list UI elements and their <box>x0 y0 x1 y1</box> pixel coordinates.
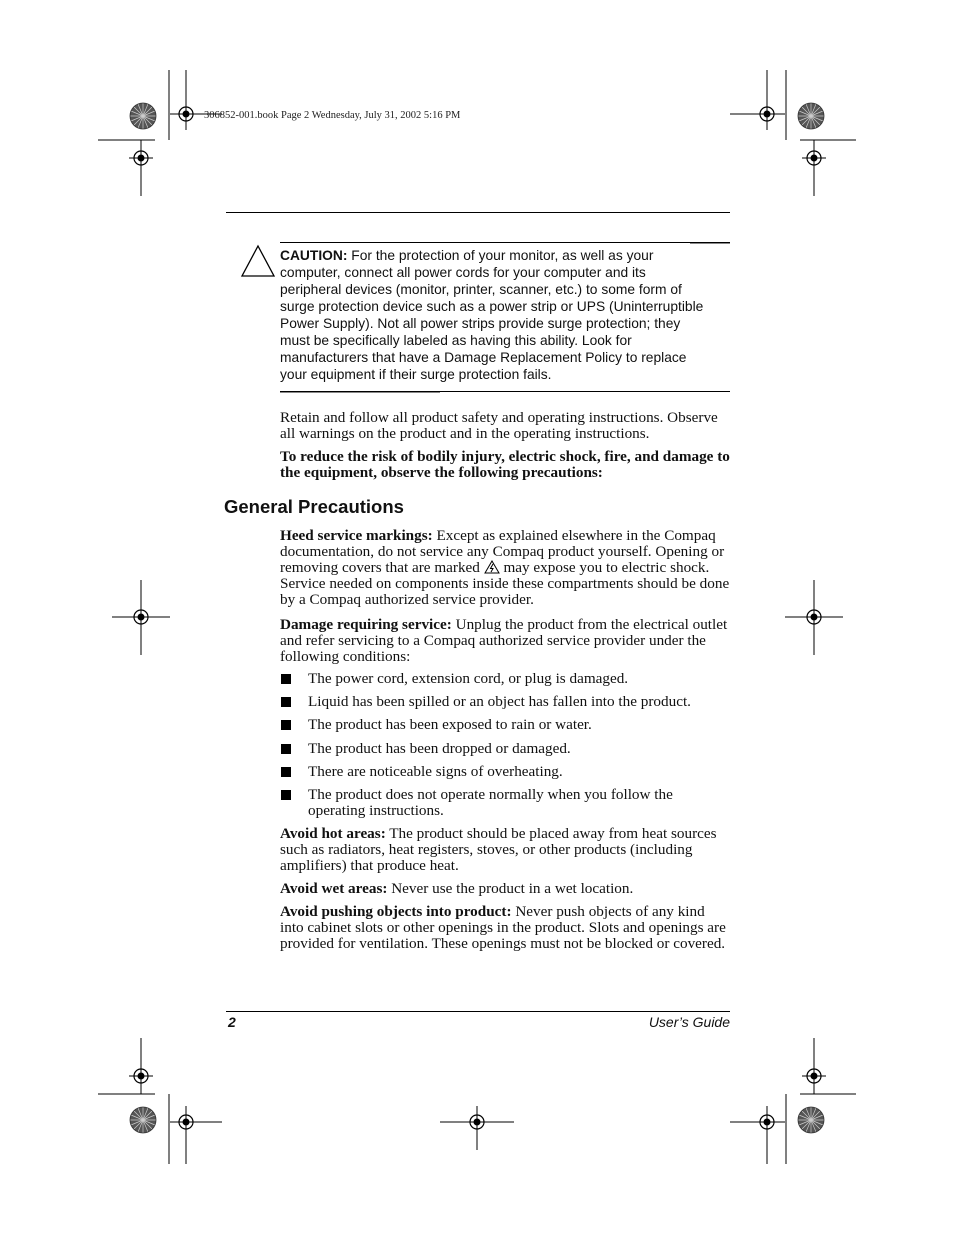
list-item: The product has been dropped or damaged. <box>280 741 730 757</box>
bullet-square-icon <box>281 767 291 777</box>
avoid-pushing-label: Avoid pushing objects into product: <box>280 903 512 920</box>
caution-triangle-icon <box>240 244 276 278</box>
list-item: The product does not operate normally when you follow the operating instructions. <box>280 787 730 819</box>
bullet-square-icon <box>281 744 291 754</box>
avoid-wet-text: Never use the product in a wet location. <box>387 880 634 897</box>
avoid-pushing-paragraph <box>280 904 730 952</box>
list-item: The product has been exposed to rain or water. <box>280 717 730 733</box>
heed-service-label: Heed service markings: <box>280 527 433 544</box>
caution-text <box>280 247 705 383</box>
heed-service-text-after: may expose you to electric shock. Service needed on components inside these compartments should be done by a Compaq authorized service provider. <box>280 559 730 608</box>
list-item: There are noticeable signs of overheating. <box>280 764 730 780</box>
bullet-square-icon <box>281 697 291 707</box>
heed-service-text-before: Except as explained elsewhere in the Compaq documentation, do not service any Compaq product yourself. Opening or removing covers that are marked <box>280 527 725 576</box>
bullet-square-icon <box>281 674 291 684</box>
avoid-hot-label: Avoid hot areas: <box>280 825 386 842</box>
avoid-wet-paragraph <box>280 881 730 897</box>
bullet-square-icon <box>281 720 291 730</box>
damage-conditions-list <box>280 671 730 819</box>
caution-body: For the protection of your monitor, as well as your computer, connect all power cords for your computer and its peripheral devices (monitor, printer, scanner, etc.) to some form of surge protection device such as a power strip or UPS (Uninterruptible Power Supply). Not all power strips provide surge protection; they must be specifically labeled as having this ability. Look for manufacturers that have a Damage Replacement Policy to replace your equipment if their surge protection fails. <box>280 248 704 382</box>
page-number: 2 <box>228 1014 236 1030</box>
precautions-lead-paragraph: To reduce the risk of bodily injury, electric shock, fire, and damage to the equipment, observe the following precautions: <box>280 448 730 481</box>
avoid-pushing-text: Never push objects of any kind into cabinet slots or other openings in the product. Slots and openings are provided for ventilation. These openings must not be blocked or covered. <box>280 903 726 952</box>
footer-rule <box>226 1011 730 1012</box>
avoid-hot-paragraph <box>280 826 730 874</box>
list-item: Liquid has been spilled or an object has fallen into the product. <box>280 694 730 710</box>
avoid-wet-label: Avoid wet areas: <box>280 880 388 897</box>
caution-rule-bottom-accent <box>280 392 440 393</box>
guide-title: User’s Guide <box>648 1014 730 1030</box>
heed-service-paragraph <box>280 528 730 608</box>
avoid-hot-text: The product should be placed away from heat sources such as radiators, heat registers, stoves, or other products (including amplifiers) that produce heat. <box>280 825 717 874</box>
caution-rule-top <box>280 242 730 243</box>
electric-shock-warning-icon <box>484 560 500 574</box>
damage-service-paragraph <box>280 617 730 665</box>
list-item: The power cord, extension cord, or plug is damaged. <box>280 671 730 687</box>
top-rule <box>226 212 730 213</box>
bullet-square-icon <box>281 790 291 800</box>
caution-rule-top-accent <box>690 243 730 244</box>
printer-slug-line: 306852-001.book Page 2 Wednesday, July 31, 2002 5:16 PM <box>204 110 461 121</box>
caution-label: CAUTION: <box>280 248 348 263</box>
damage-service-text: Unplug the product from the electrical outlet and refer servicing to a Compaq authorized service provider under the following conditions: <box>280 616 728 665</box>
section-title: General Precautions <box>224 496 404 517</box>
intro-paragraph: Retain and follow all product safety and operating instructions. Observe all warnings on the product and in the operating instructions. <box>280 409 718 442</box>
damage-service-label: Damage requiring service: <box>280 616 452 633</box>
